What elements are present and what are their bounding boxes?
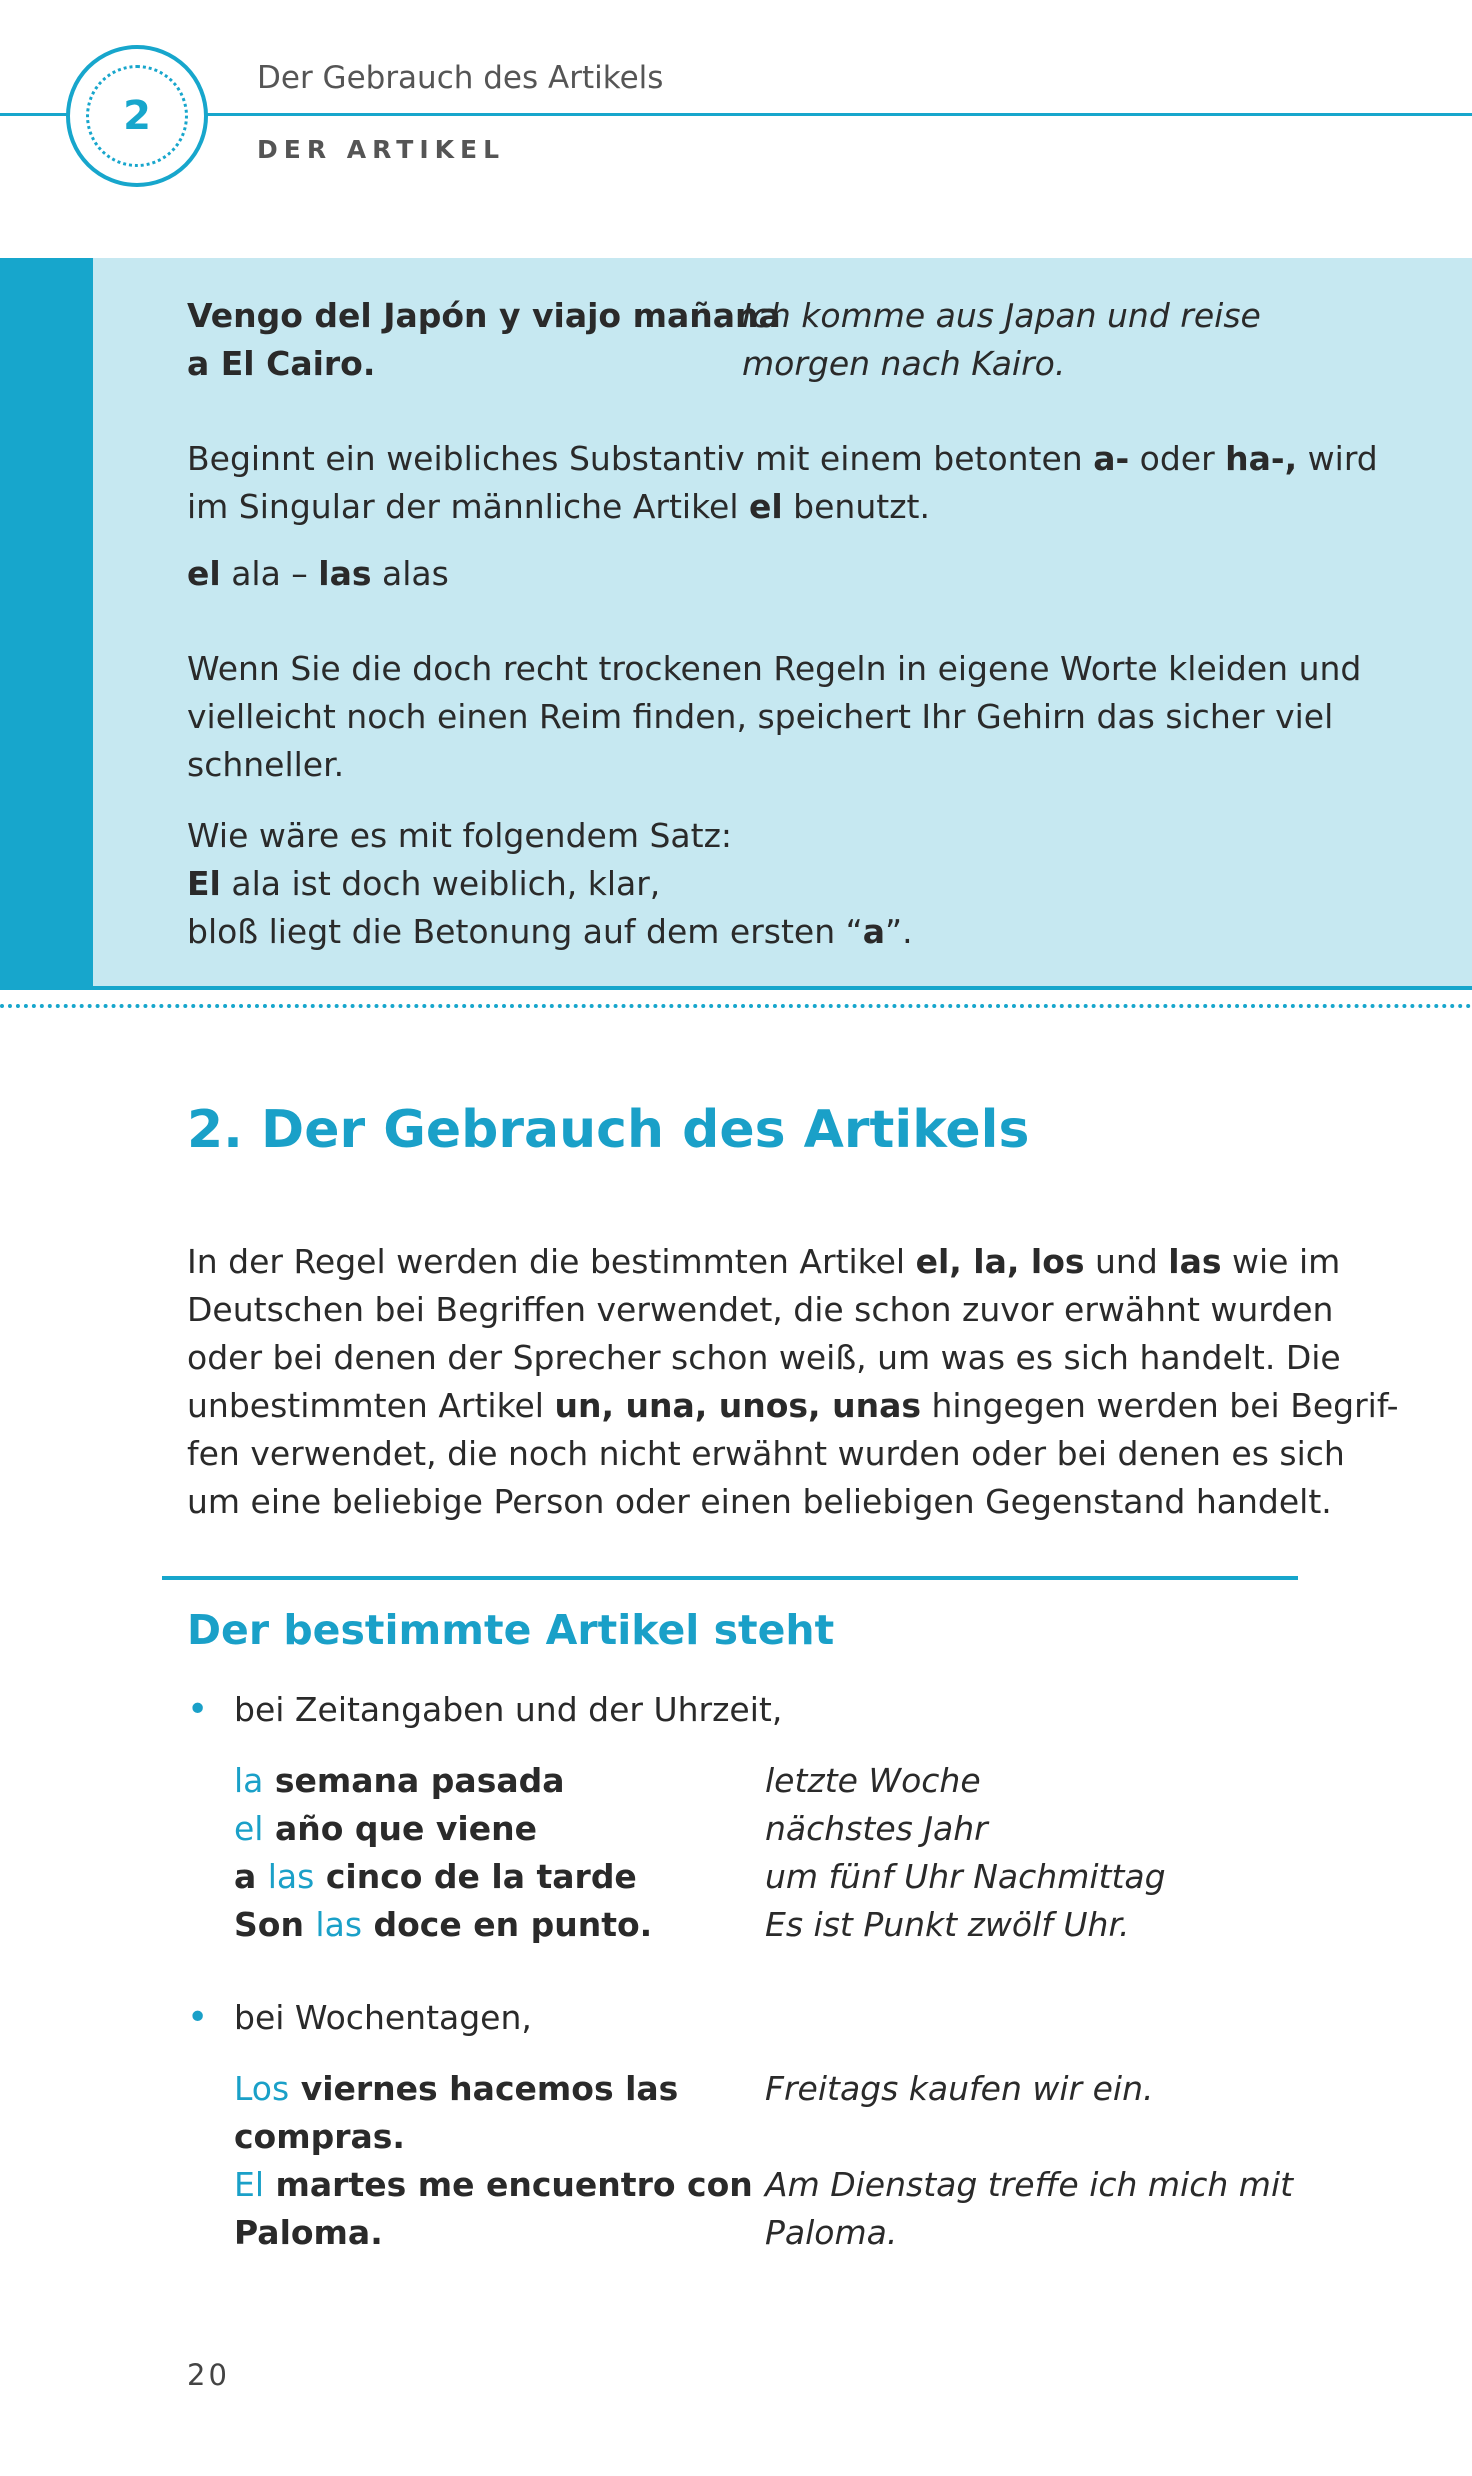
text: alas: [371, 554, 449, 593]
bold-text: El: [187, 864, 221, 903]
bold-text: las: [1168, 1242, 1222, 1281]
example-spanish-line: Vengo del Japón y viajo mañana: [187, 296, 781, 335]
text: semana pasada: [263, 1761, 565, 1800]
article: El: [234, 2165, 265, 2204]
rhyme-paragraph: [187, 812, 913, 956]
page-number: 20: [187, 2358, 230, 2392]
example-row: Paloma.: [234, 2213, 383, 2252]
translation: um fünf Uhr Nachmittag: [765, 1857, 1166, 1896]
article: la: [234, 1761, 264, 1800]
time-examples-german: [765, 1757, 1166, 1949]
intro-paragraph: [187, 1238, 1399, 1526]
bold-text: el: [748, 487, 783, 526]
translation: nächstes Jahr: [765, 1809, 988, 1848]
box-bottom-rule: [0, 986, 1472, 990]
example-spanish-line: a El Cairo.: [187, 344, 376, 383]
text: und: [1084, 1242, 1169, 1281]
bullet-icon: •: [187, 1997, 209, 2038]
example-row: [234, 2161, 753, 2209]
bold-text: las: [318, 554, 372, 593]
text: im Singular der männliche Artikel: [187, 487, 749, 526]
bold-text: el, la, los: [915, 1242, 1085, 1281]
example-row: compras.: [234, 2117, 405, 2156]
text: Beginnt ein weibliches Substantiv mit einem betonten: [187, 439, 1094, 478]
article: el: [234, 1809, 264, 1848]
text: ala ist doch weiblich, klar,: [220, 864, 661, 903]
week-examples-german: [765, 2065, 1293, 2257]
intro-line: um eine beliebige Person oder einen beliebigen Gegenstand handelt.: [187, 1482, 1332, 1521]
rule-example: [187, 550, 449, 598]
text: oder: [1129, 439, 1226, 478]
text: wird: [1297, 439, 1378, 478]
box-side-bar: [0, 258, 93, 988]
intro-line: [187, 1238, 1399, 1286]
example-german: [742, 292, 1261, 388]
rule-line: [187, 483, 1378, 531]
text: doce en punto.: [362, 1905, 653, 1944]
bullet-icon: •: [187, 1689, 209, 1730]
subsection-rule: [162, 1576, 1298, 1580]
text: cinco de la tarde: [314, 1857, 637, 1896]
section-label: DER ARTIKEL: [257, 135, 505, 164]
translation: Paloma.: [765, 2213, 898, 2252]
tip-line: schneller.: [187, 745, 345, 784]
text: In der Regel werden die bestimmten Artikel: [187, 1242, 916, 1281]
section-heading: 2. Der Gebrauch des Artikels: [187, 1100, 1030, 1160]
bold-text: a: [862, 912, 885, 951]
translation: Am Dienstag treffe ich mich mit: [765, 2165, 1294, 2204]
intro-line: oder bei denen der Sprecher schon weiß, um was es sich handelt. Die: [187, 1338, 1341, 1377]
bold-text: un, una, unos, unas: [554, 1386, 921, 1425]
text: unbestimmten Artikel: [187, 1386, 555, 1425]
bold-text: el: [187, 554, 221, 593]
example-german-line: Ich komme aus Japan und reise: [742, 296, 1261, 335]
text: a: [234, 1857, 268, 1896]
bullet-text: bei Wochentagen,: [234, 1998, 532, 2037]
tip-paragraph: [187, 645, 1361, 789]
article: Los: [234, 2069, 290, 2108]
text: wie im: [1221, 1242, 1341, 1281]
translation: Es ist Punkt zwölf Uhr.: [765, 1905, 1130, 1944]
rhyme-intro: Wie wäre es mit folgendem Satz:: [187, 816, 733, 855]
text: ”.: [884, 912, 913, 951]
text: año que viene: [263, 1809, 537, 1848]
example-spanish: [187, 292, 781, 388]
rhyme-line: [187, 860, 913, 908]
header-rule: [0, 113, 1472, 116]
example-german-line: morgen nach Kairo.: [742, 344, 1066, 383]
subsection-heading: Der bestimmte Artikel steht: [187, 1606, 835, 1654]
article: las: [315, 1905, 363, 1944]
intro-line: fen verwendet, die noch nicht erwähnt wurden oder bei denen es sich: [187, 1434, 1345, 1473]
chapter-badge: [66, 45, 208, 187]
text: viernes hacemos las: [289, 2069, 679, 2108]
example-row: [234, 2065, 753, 2113]
text: benutzt.: [782, 487, 930, 526]
dotted-divider: [0, 1004, 1472, 1008]
chapter-number: 2: [86, 65, 188, 167]
rhyme-line: [187, 908, 913, 956]
example-row: [234, 1805, 652, 1853]
tip-line: vielleicht noch einen Reim finden, speichert Ihr Gehirn das sicher viel: [187, 697, 1334, 736]
example-row: [234, 1757, 652, 1805]
time-examples-spanish: [234, 1757, 652, 1949]
week-examples-spanish: [234, 2065, 753, 2257]
text: hingegen werden bei Begrif-: [920, 1386, 1399, 1425]
example-row: [234, 1853, 652, 1901]
bold-text: ha-,: [1225, 439, 1298, 478]
article: las: [267, 1857, 315, 1896]
running-title: Der Gebrauch des Artikels: [257, 60, 664, 96]
text: ala –: [220, 554, 319, 593]
bold-text: a-: [1093, 439, 1130, 478]
text: martes me encuentro con: [264, 2165, 753, 2204]
rule-line: [187, 435, 1378, 483]
tip-line: Wenn Sie die doch recht trockenen Regeln in eigene Worte kleiden und: [187, 649, 1362, 688]
intro-line: Deutschen bei Begriffen verwendet, die schon zuvor erwähnt wurden: [187, 1290, 1334, 1329]
intro-line: [187, 1382, 1399, 1430]
translation: [765, 2113, 1293, 2161]
rule-paragraph: [187, 435, 1378, 531]
example-row: [234, 1901, 652, 1949]
text: Son: [234, 1905, 316, 1944]
translation: Freitags kaufen wir ein.: [765, 2069, 1154, 2108]
text: bloß liegt die Betonung auf dem ersten “: [187, 912, 863, 951]
bullet-text: bei Zeitangaben und der Uhrzeit,: [234, 1690, 783, 1729]
translation: letzte Woche: [765, 1761, 981, 1800]
